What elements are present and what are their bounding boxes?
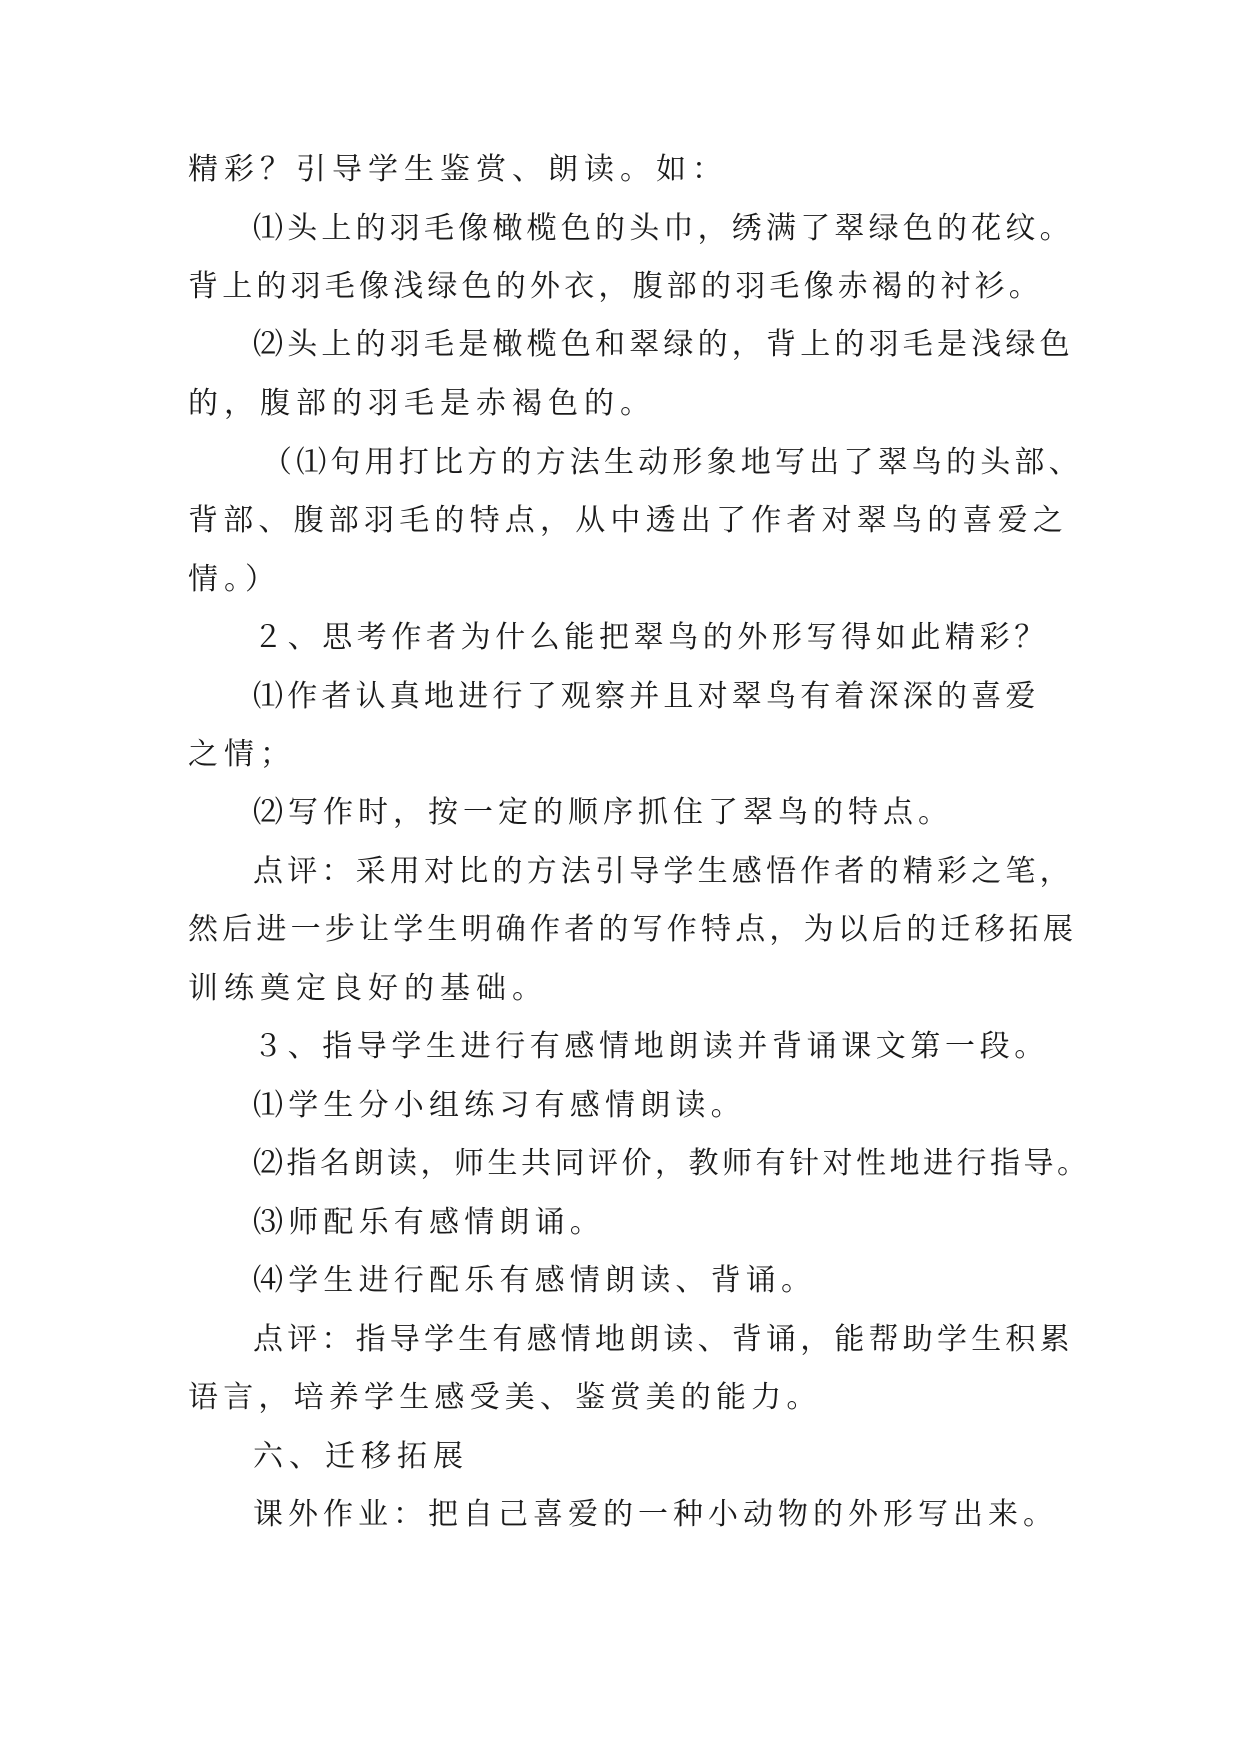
- text-line: 然后进一步让学生明确作者的写作特点，为以后的迁移拓展: [188, 912, 1078, 947]
- text-line: ⑴头上的羽毛像橄榄色的头巾，绣满了翠绿色的花纹。: [253, 211, 1074, 246]
- text-line: ⑵写作时，按一定的顺序抓住了翠鸟的特点。: [253, 795, 953, 830]
- text-line: ⑷学生进行配乐有感情朗读、背诵。: [253, 1263, 817, 1298]
- text-line: ⑴学生分小组练习有感情朗读。: [253, 1088, 746, 1123]
- text-line: ⑴作者认真地进行了观察并且对翠鸟有着深深的喜爱: [253, 679, 1040, 714]
- text-line: 的，腹部的羽毛是赤褐色的。: [188, 386, 656, 421]
- text-line: ⑵头上的羽毛是橄榄色和翠绿的，背上的羽毛是浅绿色: [253, 327, 1074, 362]
- text-line: 训练奠定良好的基础。: [188, 971, 548, 1006]
- text-line: 课外作业：把自己喜爱的一种小动物的外形写出来。: [253, 1497, 1058, 1532]
- text-line: 点评：指导学生有感情地朗读、背诵，能帮助学生积累: [253, 1322, 1074, 1357]
- text-line: ２、思考作者为什么能把翠鸟的外形写得如此精彩？: [253, 620, 1049, 655]
- text-line: ⑶师配乐有感情朗诵。: [253, 1205, 605, 1240]
- text-line: 语言，培养学生感受美、鉴赏美的能力。: [188, 1380, 822, 1415]
- text-line: 背部、腹部羽毛的特点，从中透出了作者对翠鸟的喜爱之: [188, 503, 1068, 538]
- section-heading: 六、迁移拓展: [253, 1439, 469, 1474]
- text-line: （⑴句用打比方的方法生动形象地写出了翠鸟的头部、: [262, 445, 1083, 480]
- text-line: ⑵指名朗读，师生共同评价，教师有针对性地进行指导。: [253, 1146, 1091, 1181]
- text-line: 情。）: [188, 562, 281, 597]
- text-line: 背上的羽毛像浅绿色的外衣，腹部的羽毛像赤褐的衬衫。: [188, 269, 1043, 304]
- text-line: ３、指导学生进行有感情地朗读并背诵课文第一段。: [253, 1029, 1049, 1064]
- text-line: 之情；: [188, 737, 296, 772]
- text-line: 精彩？引导学生鉴赏、朗读。如：: [188, 152, 728, 187]
- text-line: 点评：采用对比的方法引导学生感悟作者的精彩之笔，: [253, 854, 1074, 889]
